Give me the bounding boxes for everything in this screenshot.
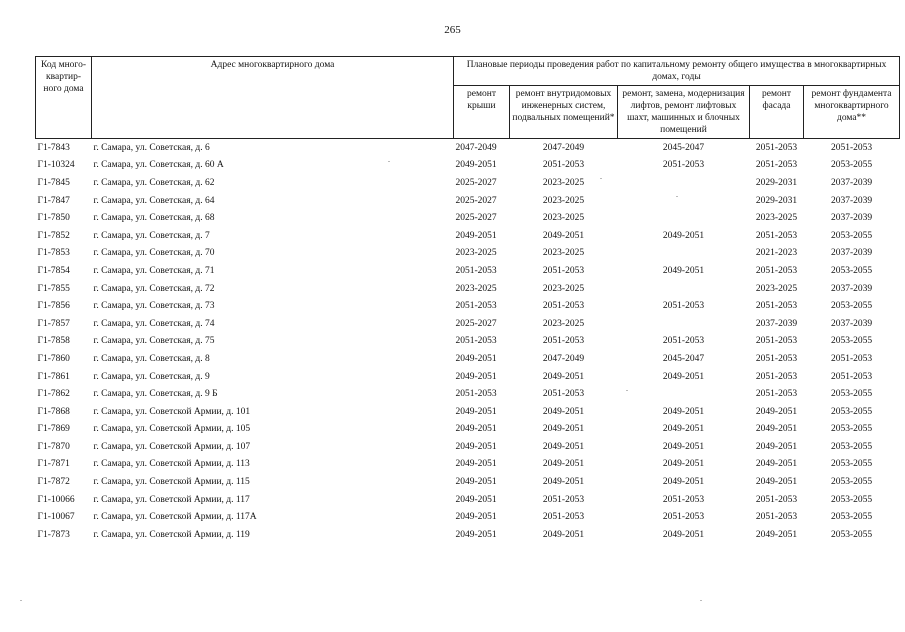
row-foundation-period: 2037-2039 bbox=[830, 195, 873, 206]
row-roof-period: 2049-2051 bbox=[455, 353, 497, 364]
row-lifts-period: 2049-2051 bbox=[662, 459, 705, 470]
row-lifts-period: 2045-2047 bbox=[662, 142, 705, 153]
scan-speck bbox=[626, 390, 628, 391]
row-address: г. Самара, ул. Советская, д. 64 bbox=[93, 195, 215, 206]
row-facade-period: 2051-2053 bbox=[755, 265, 798, 276]
row-facade-period: 2049-2051 bbox=[755, 406, 798, 417]
lifts-header: ремонт, замена, модернизация лифтов, ремонт лифтовых шахт, машинных и блочных помещений bbox=[618, 86, 750, 139]
row-foundation-period: 2053-2055 bbox=[830, 512, 873, 523]
row-address: г. Самара, ул. Советская, д. 71 bbox=[93, 265, 215, 276]
row-roof-period: 2049-2051 bbox=[455, 230, 497, 241]
row-lifts-period bbox=[618, 315, 750, 333]
row-foundation-period: 2053-2055 bbox=[830, 459, 873, 470]
row-foundation-period: 2053-2055 bbox=[830, 477, 873, 488]
row-address: г. Самара, ул. Советской Армии, д. 117 bbox=[93, 494, 250, 505]
row-facade-period: 2051-2053 bbox=[755, 336, 798, 347]
row-roof-period: 2025-2027 bbox=[455, 213, 497, 224]
row-roof-period: 2049-2051 bbox=[455, 459, 497, 470]
table-row bbox=[36, 157, 900, 175]
table-row bbox=[36, 473, 900, 491]
row-roof-period: 2051-2053 bbox=[455, 301, 497, 312]
table-row bbox=[36, 174, 900, 192]
scan-speck bbox=[676, 196, 678, 197]
row-address: г. Самара, ул. Советская, д. 68 bbox=[93, 213, 215, 224]
row-engineering-period: 2051-2053 bbox=[542, 160, 585, 171]
row-lifts-period: 2051-2053 bbox=[662, 160, 705, 171]
row-roof-period: 2025-2027 bbox=[455, 318, 497, 329]
row-facade-period: 2051-2053 bbox=[755, 142, 798, 153]
row-code: Г1-7843 bbox=[37, 142, 70, 153]
row-foundation-period: 2053-2055 bbox=[830, 230, 873, 241]
row-code: Г1-7847 bbox=[37, 195, 70, 206]
row-engineering-period: 2023-2025 bbox=[542, 177, 585, 188]
engineering-header: ремонт внутридомовых инженерных систем, подвальных помещений* bbox=[510, 86, 618, 139]
row-roof-period: 2049-2051 bbox=[455, 494, 497, 505]
row-roof-period: 2049-2051 bbox=[455, 512, 497, 523]
row-engineering-period: 2051-2053 bbox=[542, 265, 585, 276]
row-facade-period: 2023-2025 bbox=[755, 283, 798, 294]
row-lifts-period: 2051-2053 bbox=[662, 494, 705, 505]
row-address: г. Самара, ул. Советской Армии, д. 105 bbox=[93, 424, 251, 435]
row-code: Г1-7858 bbox=[37, 336, 70, 347]
row-address: г. Самара, ул. Советской Армии, д. 113 bbox=[93, 459, 250, 470]
row-lifts-period: 2049-2051 bbox=[662, 406, 705, 417]
row-facade-period: 2049-2051 bbox=[755, 424, 798, 435]
table-row bbox=[36, 385, 900, 403]
table-row bbox=[36, 315, 900, 333]
row-facade-period: 2051-2053 bbox=[755, 301, 798, 312]
row-address: г. Самара, ул. Советской Армии, д. 117А bbox=[93, 512, 257, 523]
table-row bbox=[36, 368, 900, 386]
row-foundation-period: 2053-2055 bbox=[830, 160, 873, 171]
table-row bbox=[36, 491, 900, 509]
table-body bbox=[36, 139, 900, 544]
row-code: Г1-7855 bbox=[37, 283, 70, 294]
row-foundation-period: 2037-2039 bbox=[830, 177, 873, 188]
row-address: г. Самара, ул. Советская, д. 7 bbox=[93, 230, 210, 241]
table-row bbox=[36, 280, 900, 298]
foundation-header: ремонт фундамента многоквартирного дома** bbox=[804, 86, 900, 139]
row-address: г. Самара, ул. Советская, д. 72 bbox=[93, 283, 215, 294]
row-foundation-period: 2053-2055 bbox=[830, 389, 873, 400]
row-code: Г1-7860 bbox=[37, 353, 70, 364]
row-foundation-period: 2053-2055 bbox=[830, 336, 873, 347]
row-facade-period: 2049-2051 bbox=[755, 459, 798, 470]
row-engineering-period: 2023-2025 bbox=[542, 195, 585, 206]
row-address: г. Самара, ул. Советская, д. 60 А bbox=[93, 160, 224, 171]
row-code: Г1-10067 bbox=[37, 512, 75, 523]
row-roof-period: 2049-2051 bbox=[455, 441, 497, 452]
row-lifts-period: 2049-2051 bbox=[662, 441, 705, 452]
row-foundation-period: 2037-2039 bbox=[830, 283, 873, 294]
table-row bbox=[36, 139, 900, 157]
row-engineering-period: 2051-2053 bbox=[542, 512, 585, 523]
row-foundation-period: 2053-2055 bbox=[830, 406, 873, 417]
row-foundation-period: 2053-2055 bbox=[830, 529, 873, 540]
table-row bbox=[36, 456, 900, 474]
row-address: г. Самара, ул. Советская, д. 74 bbox=[93, 318, 215, 329]
row-code: Г1-7873 bbox=[37, 529, 70, 540]
row-address: г. Самара, ул. Советской Армии, д. 107 bbox=[93, 441, 251, 452]
row-roof-period: 2051-2053 bbox=[455, 389, 497, 400]
row-roof-period: 2025-2027 bbox=[455, 177, 497, 188]
row-facade-period: 2051-2053 bbox=[755, 353, 798, 364]
row-roof-period: 2023-2025 bbox=[455, 248, 497, 259]
row-facade-period: 2049-2051 bbox=[755, 477, 798, 488]
row-engineering-period: 2051-2053 bbox=[542, 336, 585, 347]
row-lifts-period: 2049-2051 bbox=[662, 424, 705, 435]
row-code: Г1-7853 bbox=[37, 248, 70, 259]
row-roof-period: 2047-2049 bbox=[455, 142, 497, 153]
row-code: Г1-7850 bbox=[37, 213, 70, 224]
table-row bbox=[36, 438, 900, 456]
row-roof-period: 2051-2053 bbox=[455, 265, 497, 276]
row-roof-period: 2023-2025 bbox=[455, 283, 497, 294]
row-code: Г1-7871 bbox=[37, 459, 70, 470]
row-engineering-period: 2051-2053 bbox=[542, 494, 585, 505]
row-lifts-period: 2045-2047 bbox=[662, 353, 705, 364]
row-code: Г1-7861 bbox=[37, 371, 70, 382]
row-foundation-period: 2053-2055 bbox=[830, 301, 873, 312]
row-foundation-period: 2053-2055 bbox=[830, 265, 873, 276]
row-facade-period: 2049-2051 bbox=[755, 529, 798, 540]
row-engineering-period: 2049-2051 bbox=[542, 424, 585, 435]
row-foundation-period: 2037-2039 bbox=[830, 248, 873, 259]
row-code: Г1-7868 bbox=[37, 406, 70, 417]
row-lifts-period: 2049-2051 bbox=[662, 371, 705, 382]
row-foundation-period: 2037-2039 bbox=[830, 318, 873, 329]
row-engineering-period: 2049-2051 bbox=[542, 529, 585, 540]
row-code: Г1-10324 bbox=[37, 160, 75, 171]
table-row bbox=[36, 403, 900, 421]
row-lifts-period: 2051-2053 bbox=[662, 301, 705, 312]
row-facade-period: 2051-2053 bbox=[755, 160, 798, 171]
row-engineering-period: 2047-2049 bbox=[542, 353, 585, 364]
row-facade-period: 2029-2031 bbox=[755, 195, 798, 206]
row-code: Г1-7862 bbox=[37, 389, 70, 400]
row-engineering-period: 2023-2025 bbox=[542, 318, 585, 329]
scan-speck bbox=[700, 600, 702, 601]
table-row bbox=[36, 350, 900, 368]
row-address: г. Самара, ул. Советская, д. 9 Б bbox=[93, 389, 218, 400]
row-lifts-period: 2049-2051 bbox=[662, 230, 705, 241]
row-address: г. Самара, ул. Советской Армии, д. 101 bbox=[93, 406, 251, 417]
row-foundation-period: 2051-2053 bbox=[830, 353, 873, 364]
row-facade-period: 2051-2053 bbox=[755, 512, 798, 523]
row-facade-period: 2051-2053 bbox=[755, 230, 798, 241]
row-foundation-period: 2053-2055 bbox=[830, 494, 873, 505]
row-lifts-period bbox=[618, 245, 750, 263]
row-engineering-period: 2023-2025 bbox=[542, 248, 585, 259]
scan-speck bbox=[20, 600, 22, 601]
row-foundation-period: 2037-2039 bbox=[830, 213, 873, 224]
row-roof-period: 2025-2027 bbox=[455, 195, 497, 206]
row-foundation-period: 2051-2053 bbox=[830, 371, 873, 382]
address-header: Адрес многоквартирного дома bbox=[92, 57, 454, 139]
row-lifts-period: 2049-2051 bbox=[662, 529, 705, 540]
code-header: Код много-квартир-ного дома bbox=[36, 57, 92, 139]
row-engineering-period: 2049-2051 bbox=[542, 441, 585, 452]
scan-speck bbox=[388, 161, 390, 162]
table-row bbox=[36, 227, 900, 245]
row-address: г. Самара, ул. Советская, д. 62 bbox=[93, 177, 215, 188]
row-facade-period: 2023-2025 bbox=[755, 213, 798, 224]
table-row bbox=[36, 508, 900, 526]
row-code: Г1-10066 bbox=[37, 494, 75, 505]
row-foundation-period: 2053-2055 bbox=[830, 441, 873, 452]
row-facade-period: 2051-2053 bbox=[755, 389, 798, 400]
row-engineering-period: 2049-2051 bbox=[542, 230, 585, 241]
table-row bbox=[36, 333, 900, 351]
row-lifts-period bbox=[618, 192, 750, 210]
row-code: Г1-7854 bbox=[37, 265, 70, 276]
row-address: г. Самара, ул. Советская, д. 75 bbox=[93, 336, 215, 347]
row-lifts-period bbox=[618, 385, 750, 403]
roof-header: ремонт крыши bbox=[454, 86, 510, 139]
row-roof-period: 2049-2051 bbox=[455, 424, 497, 435]
row-engineering-period: 2049-2051 bbox=[542, 406, 585, 417]
repair-schedule-table bbox=[35, 56, 900, 544]
row-facade-period: 2051-2053 bbox=[755, 494, 798, 505]
row-engineering-period: 2051-2053 bbox=[542, 301, 585, 312]
row-engineering-period: 2049-2051 bbox=[542, 459, 585, 470]
row-lifts-period: 2051-2053 bbox=[662, 512, 705, 523]
facade-header: ремонт фасада bbox=[750, 86, 804, 139]
row-lifts-period bbox=[618, 209, 750, 227]
table-row bbox=[36, 192, 900, 210]
row-code: Г1-7852 bbox=[37, 230, 70, 241]
scan-speck bbox=[600, 178, 602, 179]
row-roof-period: 2049-2051 bbox=[455, 160, 497, 171]
row-address: г. Самара, ул. Советская, д. 8 bbox=[93, 353, 210, 364]
row-code: Г1-7872 bbox=[37, 477, 70, 488]
row-foundation-period: 2051-2053 bbox=[830, 142, 873, 153]
row-code: Г1-7856 bbox=[37, 301, 70, 312]
row-address: г. Самара, ул. Советская, д. 9 bbox=[93, 371, 210, 382]
row-lifts-period bbox=[618, 174, 750, 192]
table-row bbox=[36, 526, 900, 544]
row-facade-period: 2049-2051 bbox=[755, 441, 798, 452]
row-address: г. Самара, ул. Советская, д. 70 bbox=[93, 248, 215, 259]
table-row bbox=[36, 245, 900, 263]
row-roof-period: 2049-2051 bbox=[455, 477, 497, 488]
row-code: Г1-7870 bbox=[37, 441, 70, 452]
row-code: Г1-7869 bbox=[37, 424, 70, 435]
row-engineering-period: 2049-2051 bbox=[542, 477, 585, 488]
table-row bbox=[36, 262, 900, 280]
row-foundation-period: 2053-2055 bbox=[830, 424, 873, 435]
row-engineering-period: 2023-2025 bbox=[542, 213, 585, 224]
row-address: г. Самара, ул. Советской Армии, д. 119 bbox=[93, 529, 250, 540]
row-engineering-period: 2047-2049 bbox=[542, 142, 585, 153]
page-number: 265 bbox=[444, 24, 461, 36]
row-facade-period: 2029-2031 bbox=[755, 177, 798, 188]
table-row bbox=[36, 421, 900, 439]
periods-header: Плановые периоды проведения работ по капитальному ремонту общего имущества в многоквартирных домах, годы bbox=[454, 57, 900, 86]
row-lifts-period: 2049-2051 bbox=[662, 477, 705, 488]
row-lifts-period bbox=[618, 280, 750, 298]
row-lifts-period: 2051-2053 bbox=[662, 336, 705, 347]
row-engineering-period: 2023-2025 bbox=[542, 283, 585, 294]
table-row bbox=[36, 297, 900, 315]
row-engineering-period: 2049-2051 bbox=[542, 371, 585, 382]
row-address: г. Самара, ул. Советской Армии, д. 115 bbox=[93, 477, 250, 488]
row-address: г. Самара, ул. Советская, д. 73 bbox=[93, 301, 215, 312]
row-code: Г1-7845 bbox=[37, 177, 70, 188]
row-facade-period: 2037-2039 bbox=[755, 318, 798, 329]
row-roof-period: 2051-2053 bbox=[455, 336, 497, 347]
row-engineering-period: 2051-2053 bbox=[542, 389, 585, 400]
row-address: г. Самара, ул. Советская, д. 6 bbox=[93, 142, 210, 153]
row-roof-period: 2049-2051 bbox=[455, 371, 497, 382]
row-roof-period: 2049-2051 bbox=[455, 529, 497, 540]
row-facade-period: 2021-2023 bbox=[755, 248, 798, 259]
row-facade-period: 2051-2053 bbox=[755, 371, 798, 382]
row-code: Г1-7857 bbox=[37, 318, 70, 329]
row-roof-period: 2049-2051 bbox=[455, 406, 497, 417]
table-row bbox=[36, 209, 900, 227]
row-lifts-period: 2049-2051 bbox=[662, 265, 705, 276]
